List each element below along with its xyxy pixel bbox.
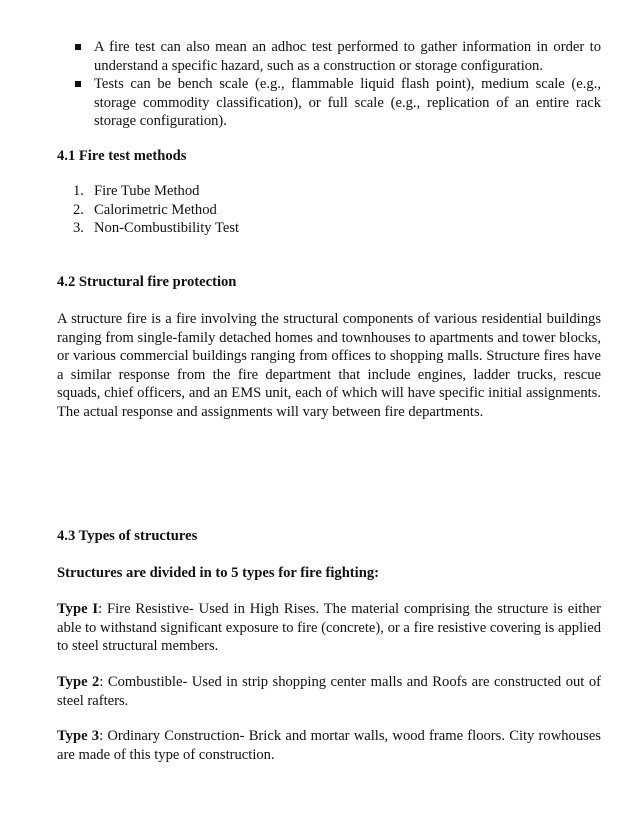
- list-item-text: Calorimetric Method: [94, 201, 217, 218]
- type-text: : Ordinary Construction- Brick and mortar walls, wood frame floors. City rowhouses are made of this type of construction.: [57, 728, 601, 763]
- body-paragraph: A structure fire is a fire involving the structural components of various residential buildings ranging from single-family detached homes and townhouses to apartments and tower blocks, or various commercial buildings ranging from offices to shopping malls. Structure fires have a similar response from the fire department that include engines, ladder trucks, rescue squads, chief officers, and an EMS unit, each of which will have specific initial assignments. The actual response and assignments will vary between fire departments.: [57, 311, 601, 420]
- list-item: [57, 219, 601, 238]
- type-label: Type I: [57, 601, 99, 617]
- list-item: [57, 38, 601, 75]
- list-number: 2.: [73, 201, 84, 218]
- type-paragraph: [57, 727, 601, 764]
- list-item: [57, 182, 601, 201]
- type-paragraph: [57, 673, 601, 710]
- list-item-text: Non-Combustibility Test: [94, 220, 240, 236]
- bullet-text: Tests can be bench scale (e.g., flammable liquid flash point), medium scale (e.g., storage commodity classification), or full scale (e.g., replication of an entire rack storage configuration).: [94, 76, 601, 129]
- type-label: Type 3: [57, 728, 100, 744]
- bullet-list: [57, 38, 601, 131]
- type-text: : Combustible- Used in strip shopping center malls and Roofs are constructed out of steel rafters.: [57, 674, 601, 709]
- square-bullet-icon: [75, 81, 81, 87]
- type-text: : Fire Resistive- Used in High Rises. The material comprising the structure is either able to withstand significant exposure to fire (concrete), or a fire resistive covering is applied to steel structural members.: [57, 601, 602, 654]
- list-number: 1.: [73, 183, 84, 199]
- section-heading-4-2: 4.2 Structural fire protection: [57, 274, 237, 290]
- section-heading-4-3: 4.3 Types of structures: [57, 528, 198, 544]
- square-bullet-icon: [75, 44, 81, 50]
- list-item: [57, 201, 601, 220]
- bullet-text: A fire test can also mean an adhoc test performed to gather information in order to understand a specific hazard, such as a construction or storage configuration.: [94, 39, 601, 74]
- section-intro: Structures are divided in to 5 types for fire fighting:: [57, 565, 379, 581]
- type-paragraph: [57, 600, 601, 656]
- type-label: Type 2: [57, 674, 100, 690]
- numbered-list: [57, 182, 601, 238]
- section-heading-4-1: 4.1 Fire test methods: [57, 148, 187, 164]
- list-item: [57, 75, 601, 131]
- list-item-text: Fire Tube Method: [94, 183, 200, 199]
- list-number: 3.: [73, 220, 84, 236]
